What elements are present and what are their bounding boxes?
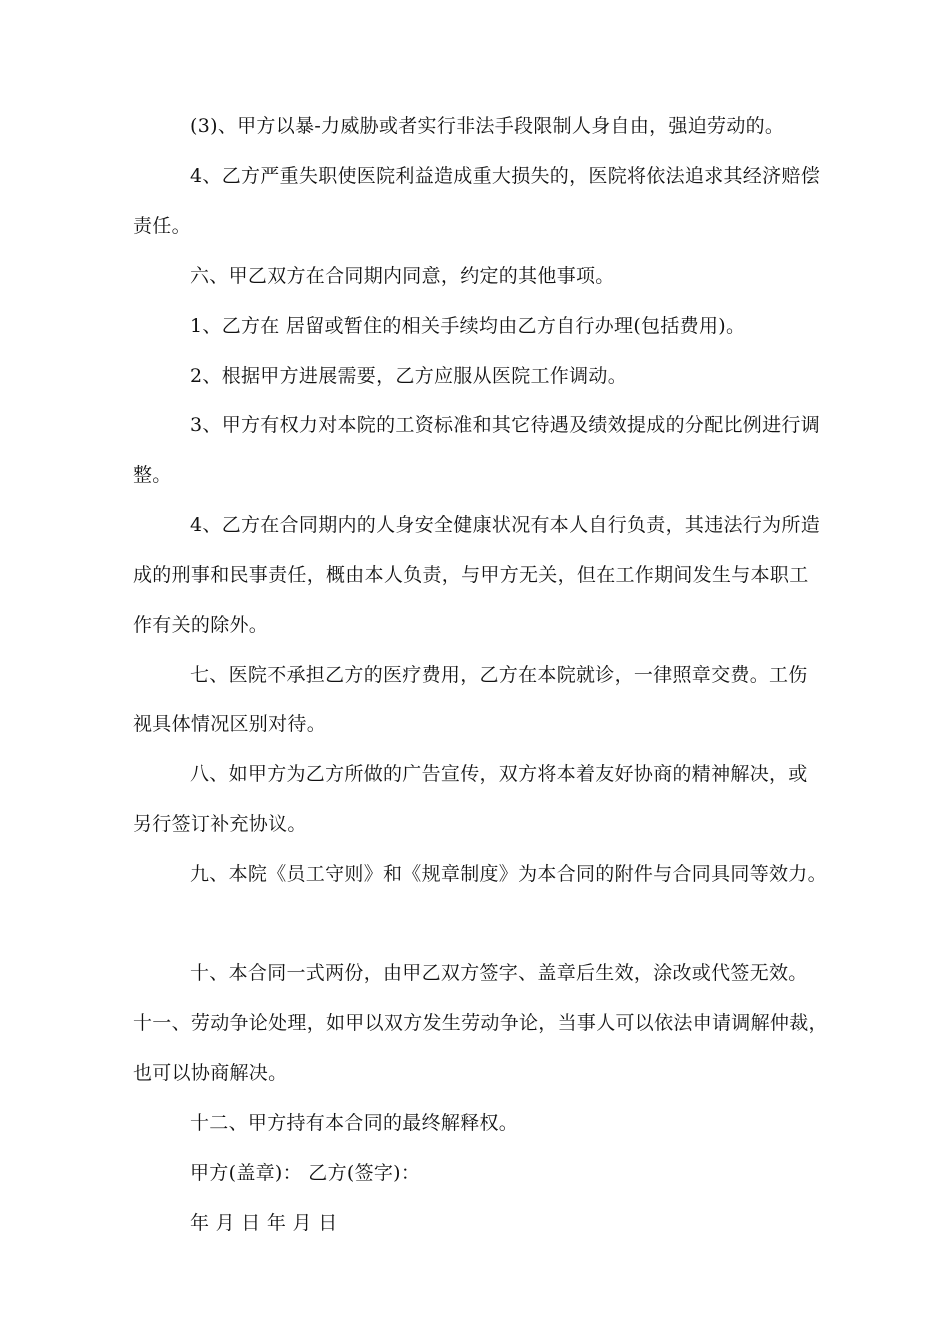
clause-heading: 十、本合同一式两份，由甲乙双方签字、盖章后生效，涂改或代签无效。 bbox=[190, 962, 808, 984]
clause-line: 责任。 bbox=[133, 215, 191, 237]
clause-line: 1、乙方在 居留或暂住的相关手续均由乙方自行办理(包括费用)。 bbox=[190, 315, 746, 337]
clause-heading: 八、如甲方为乙方所做的广告宣传，双方将本着友好协商的精神解决，或 bbox=[190, 763, 808, 785]
clause-heading: 九、本院《员工守则》和《规章制度》为本合同的附件与合同具同等效力。 bbox=[190, 863, 827, 885]
clause-line: 视具体情况区别对待。 bbox=[133, 713, 327, 735]
clause-line: 成的刑事和民事责任，概由本人负责，与甲方无关，但在工作期间发生与本职工 bbox=[133, 564, 809, 586]
clause-line: 整。 bbox=[133, 464, 172, 486]
clause-heading: 十一、劳动争论处理，如甲以双方发生劳动争论，当事人可以依法申请调解仲裁， bbox=[133, 1012, 828, 1034]
clause-line: 另行签订补充协议。 bbox=[133, 813, 307, 835]
clause-line: 4、乙方在合同期内的人身安全健康状况有本人自行负责，其违法行为所造 bbox=[190, 514, 820, 536]
clause-heading: 六、甲乙双方在合同期内同意，约定的其他事项。 bbox=[190, 265, 615, 287]
clause-line: (3)、甲方以暴-力威胁或者实行非法手段限制人身自由，强迫劳动的。 bbox=[190, 115, 785, 137]
date-line: 年 月 日 年 月 日 bbox=[190, 1212, 338, 1234]
signature-line: 甲方(盖章)： 乙方(签字)： bbox=[190, 1162, 421, 1184]
clause-heading: 十二、甲方持有本合同的最终解释权。 bbox=[190, 1112, 519, 1134]
clause-line: 2、根据甲方进展需要，乙方应服从医院工作调动。 bbox=[190, 365, 627, 387]
clause-line: 3、甲方有权力对本院的工资标准和其它待遇及绩效提成的分配比例进行调 bbox=[190, 414, 820, 436]
clause-line: 作有关的除外。 bbox=[133, 614, 269, 636]
clause-heading: 七、医院不承担乙方的医疗费用，乙方在本院就诊，一律照章交费。工伤 bbox=[190, 664, 808, 686]
clause-line: 也可以协商解决。 bbox=[133, 1062, 288, 1084]
clause-line: 4、乙方严重失职使医院利益造成重大损失的，医院将依法追求其经济赔偿 bbox=[190, 165, 820, 187]
